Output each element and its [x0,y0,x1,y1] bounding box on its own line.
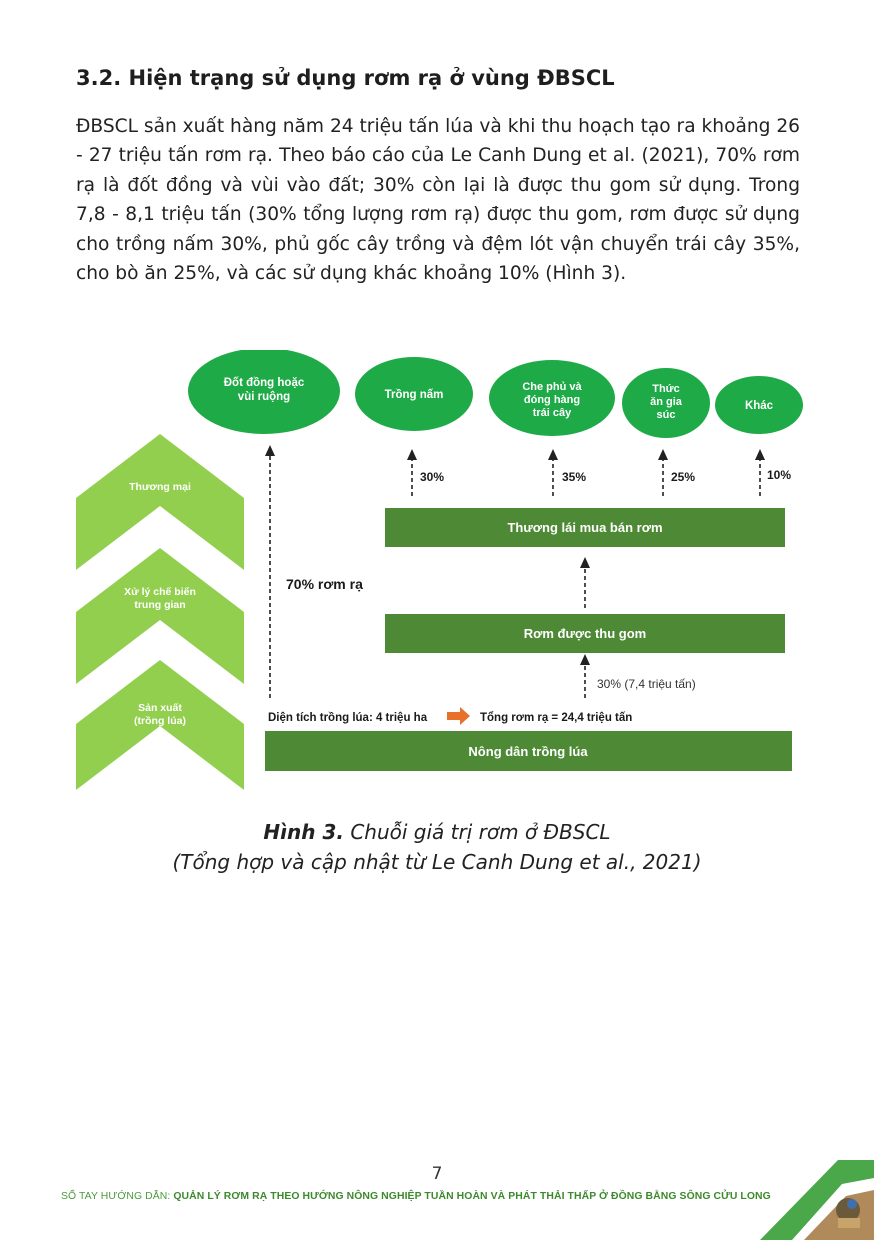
use-burn-1: Đốt đồng hoặc [223,377,305,389]
use-cover-1: Che phủ và [522,381,582,393]
share-other: 10% [767,468,792,482]
total-label: Tổng rơm rạ = 24,4 triệu tấn [480,712,633,724]
body-paragraph: ĐBSCL sản xuất hàng năm 24 triệu tấn lúa và khi thu hoạch tạo ra khoảng 26 - 27 triệu tấn rơm rạ. Theo báo cáo của Le Canh Dung et al. (2021), 70% rơm rạ là đốt đồng và vùi vào đất; 30% còn lại là được thu gom sử dụng. Trong 7,8 - 8,1 triệu tấn (30% tổng lượng rơm rạ) được thu gom, rơm được sử dụng cho trồng nấm 30%, phủ gốc cây trồng và đệm lót vận chuyển trái cây 35%, cho bò ăn 25%, và các sử dụng khác khoảng 10% (Hình 3). [76,116,800,285]
straw-value-chain-diagram [0,350,874,800]
page-number: 7 [431,1164,443,1184]
use-cover-2: đóng hàng [523,394,581,406]
stage-label-processing-2: trung gian [134,599,186,611]
figure-title: Chuỗi giá trị rơm ở ĐBSCL [343,820,611,844]
arrow-head-collected [580,654,590,665]
figure-caption [0,820,874,844]
orange-arrow-icon [447,707,470,725]
share-feed: 25% [671,470,696,484]
footer-book-title: QUẢN LÝ RƠM RẠ THEO HƯỚNG NÔNG NGHIỆP TUẦN HOÀN VÀ PHÁT THẢI THẤP Ở ĐỒNG BẰNG SÔNG CỬU LONG [173,1191,771,1202]
use-feed-2: ăn gia [650,396,682,408]
figure-source: (Tổng hợp và cập nhật từ Le Canh Dung et al., 2021) [172,850,702,874]
use-feed-3: súc [656,409,676,421]
use-mushroom: Trồng nấm [384,389,444,401]
footer-title [61,1191,801,1202]
stage-label-production-2: (trồng lúa) [134,715,186,727]
use-cover-3: trái cây [532,407,572,419]
arrow-head-feed [658,449,668,460]
arrow-head-burn [265,445,275,456]
corner-decoration [760,1160,874,1240]
arrow-head-mushroom [407,449,417,460]
share-burned: 70% rơm rạ [286,576,363,592]
share-mushroom: 30% [420,470,445,484]
stage-label-processing-1: Xử lý chế biến [124,586,196,598]
arrow-head-traders [580,557,590,568]
arrow-head-cover [548,449,558,460]
stage-label-production-1: Sản xuất [138,702,182,714]
figure-number: Hình 3. [263,820,344,844]
use-other: Khác [744,400,774,412]
footer-prefix: SỔ TAY HƯỚNG DẪN: [61,1191,174,1202]
bar-farmers-label: Nông dân trồng lúa [468,744,588,759]
area-label: Diện tích trồng lúa: 4 triệu ha [268,712,428,724]
use-burn-2: vùi ruộng [237,391,291,403]
share-cover: 35% [562,470,587,484]
bar-traders-label: Thương lái mua bán rơm [507,520,663,535]
stage-label-commerce: Thương mại [129,481,191,493]
arrow-head-other [755,449,765,460]
bar-collected-label: Rơm được thu gom [523,626,647,641]
share-collected: 30% (7,4 triệu tấn) [597,677,696,691]
use-feed-1: Thức [652,383,680,395]
section-heading: 3.2. Hiện trạng sử dụng rơm rạ ở vùng ĐBSCL [76,66,615,90]
